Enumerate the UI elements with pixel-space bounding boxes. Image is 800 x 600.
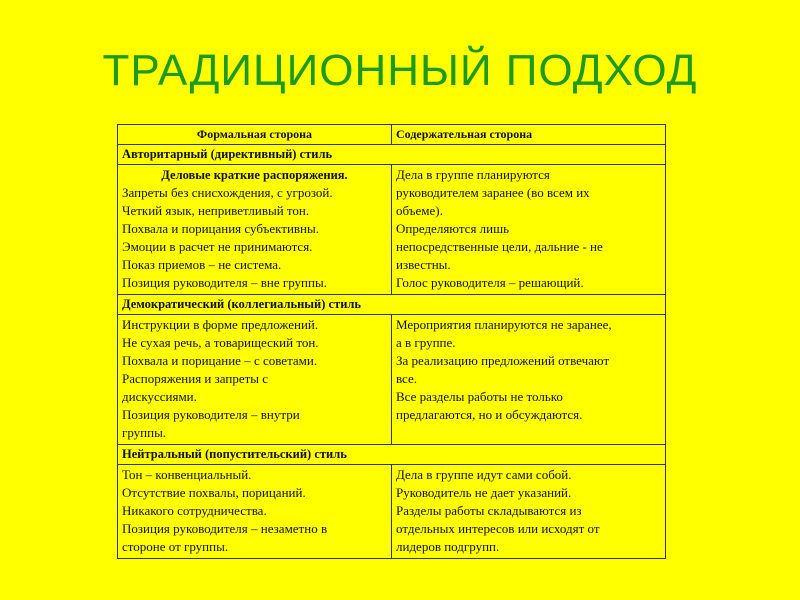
content-side-cell [392, 315, 666, 445]
formal-line: группы. [122, 425, 167, 440]
style-heading-row [118, 295, 666, 315]
formal-line: Отсутствие похвалы, порицаний. [122, 485, 306, 500]
content-line: отдельных интересов или исходят от [396, 521, 600, 536]
content-line: объеме). [396, 203, 443, 218]
formal-line: Никакого сотрудничества. [122, 503, 267, 518]
style-details-row [118, 465, 666, 559]
leadership-styles-table [117, 124, 666, 559]
formal-line: Инструкции в форме предложений. [122, 317, 319, 332]
formal-heading: Деловые краткие распоряжения. [161, 168, 348, 182]
content-line: Дела в группе идут сами собой. [396, 467, 572, 482]
formal-line: Четкий язык, неприветливый тон. [122, 203, 310, 218]
formal-line: Похвала и порицание – с советами. [122, 353, 318, 368]
formal-line: стороне от группы. [122, 539, 229, 554]
formal-line: Похвала и порицания субъективны. [122, 221, 319, 236]
formal-line: Тон – конвенциальный. [122, 467, 252, 482]
content-line: а в группе. [396, 335, 456, 350]
style-details-row [118, 165, 666, 295]
content-line: Все разделы работы не только [396, 389, 563, 404]
formal-line: Эмоции в расчет не принимаются. [122, 239, 313, 254]
header-content-side: Содержательная сторона [392, 125, 666, 145]
content-line: За реализацию предложений отвечают [396, 353, 610, 368]
slide-title: ТРАДИЦИОННЫЙ ПОДХОД [102, 46, 698, 95]
style-heading-row [118, 445, 666, 465]
formal-line: Позиция руководителя – внутри [122, 407, 300, 422]
content-line: Голос руководителя – решающий. [396, 275, 584, 290]
formal-line: дискуссиями. [122, 389, 197, 404]
formal-side-cell [118, 165, 392, 295]
formal-side-cell [118, 465, 392, 559]
formal-line: Распоряжения и запреты с [122, 371, 269, 386]
content-line: лидеров подгрупп. [396, 539, 500, 554]
content-line: Дела в группе планируются [396, 167, 550, 182]
formal-side-cell [118, 315, 392, 445]
content-line: известны. [396, 257, 451, 272]
content-line: Разделы работы складываются из [396, 503, 582, 518]
content-side-cell [392, 165, 666, 295]
content-line: руководителем заранее (во всем их [396, 185, 590, 200]
content-line: Определяются лишь [396, 221, 510, 236]
content-line: предлагаются, но и обсуждаются. [396, 407, 583, 422]
content-line: Мероприятия планируются не заранее, [396, 317, 612, 332]
content-side-cell [392, 465, 666, 559]
formal-line: Позиция руководителя – незаметно в [122, 521, 328, 536]
table-header-row [118, 125, 666, 145]
content-line: Руководитель не дает указаний. [396, 485, 572, 500]
formal-line: Не сухая речь, а товарищеский тон. [122, 335, 319, 350]
formal-line: Позиция руководителя – вне группы. [122, 275, 327, 290]
style-details-row [118, 315, 666, 445]
style-heading-row [118, 145, 666, 165]
style-name: Авторитарный (директивный) стиль [118, 145, 666, 165]
formal-line: Запреты без снисхождения, с угрозой. [122, 185, 333, 200]
header-formal-side: Формальная сторона [118, 125, 392, 145]
style-name: Нейтральный (попустительский) стиль [118, 445, 666, 465]
formal-line: Показ приемов – не система. [122, 257, 282, 272]
content-line: непосредственные цели, дальние - не [396, 239, 603, 254]
style-name: Демократический (коллегиальный) стиль [118, 295, 666, 315]
content-line: все. [396, 371, 418, 386]
